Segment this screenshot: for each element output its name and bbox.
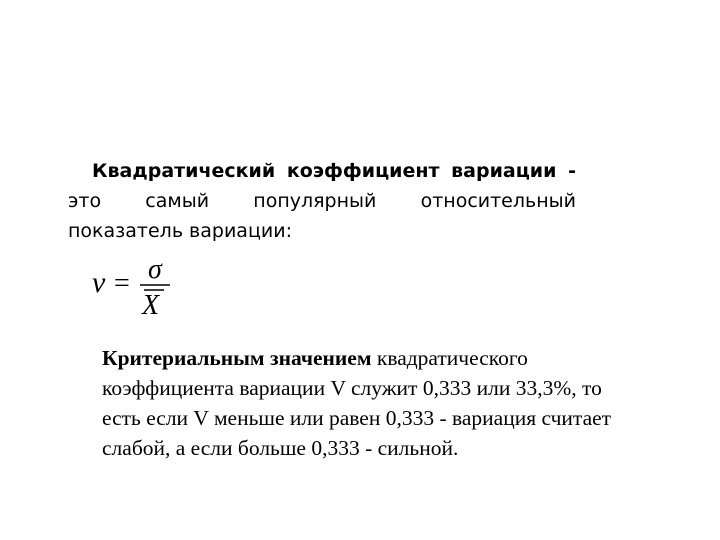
formula-equals: =	[114, 268, 130, 299]
criterion-line-2: коэффициента вариации V служит 0,333 или 33,3%, то	[102, 376, 602, 400]
criterion-line-1	[102, 343, 682, 373]
criterion-line-1-rest: квадратического	[371, 346, 528, 370]
definition-text: это самый популярный относительный показатель вариации:	[68, 190, 576, 242]
definition-dash: -	[556, 160, 576, 182]
criterion-bold-lead: Критериальным значением	[102, 346, 372, 370]
criterion-paragraph	[102, 343, 682, 463]
criterion-line-3: есть если V меньше или равен 0,333 - вариация считает	[102, 406, 612, 430]
formula-graphic	[86, 250, 196, 320]
coefficient-formula	[86, 250, 196, 320]
definition-paragraph	[68, 156, 576, 246]
criterion-line-4: слабой, а если больше 0,333 - сильной.	[102, 436, 459, 460]
formula-nu: ν	[92, 266, 106, 299]
formula-sigma: σ	[148, 254, 162, 285]
formula-x-mean: X	[142, 290, 160, 320]
definition-term: Квадратический коэффициент вариации	[92, 160, 557, 182]
